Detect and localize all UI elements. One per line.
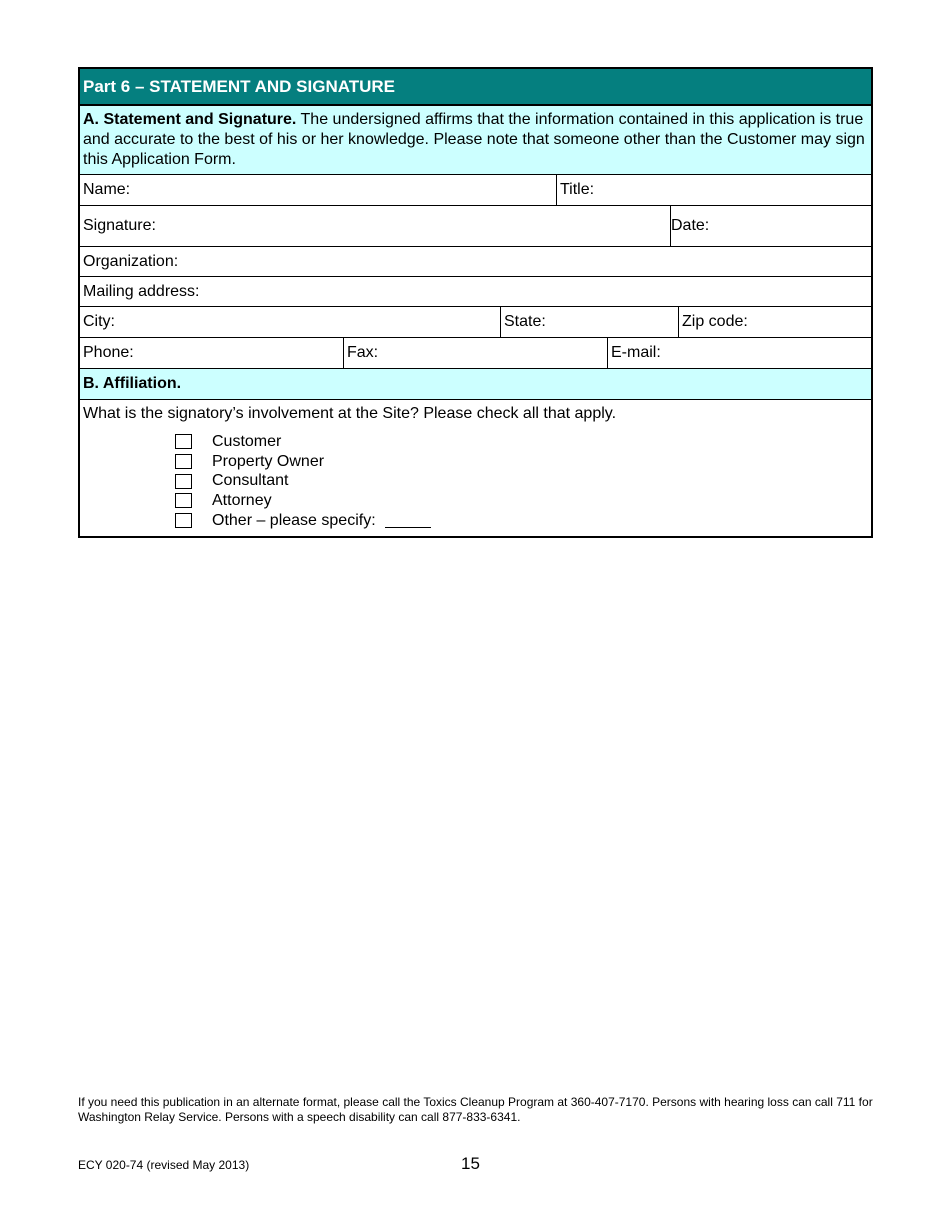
property-owner-checkbox[interactable] [175, 454, 192, 469]
section-a-statement [80, 106, 871, 175]
option-attorney [175, 491, 868, 511]
zip-field[interactable]: Zip code: [678, 307, 871, 337]
option-label: Attorney [212, 491, 272, 509]
title-field[interactable]: Title: [556, 175, 871, 205]
other-checkbox[interactable] [175, 513, 192, 528]
option-label: Customer [212, 432, 282, 450]
consultant-checkbox[interactable] [175, 474, 192, 489]
part-title: Part 6 – STATEMENT AND SIGNATURE [80, 69, 871, 106]
option-label: Other – please specify: [212, 511, 376, 529]
option-consultant [175, 471, 868, 491]
mailing-address-field[interactable]: Mailing address: [83, 282, 200, 300]
mailing-address-row [80, 277, 871, 307]
name-title-row [80, 175, 871, 206]
phone-fax-email-row [80, 338, 871, 369]
affiliation-options [175, 432, 868, 530]
accessibility-note: If you need this publication in an alternate format, please call the Toxics Cleanup Program at 360-407-7170. Persons with hearing loss can call 711 for Washington Relay Service. Persons with a speech disability can call 877-833-6341. [78, 1095, 873, 1124]
section-b-heading: B. Affiliation. [80, 369, 871, 400]
attorney-checkbox[interactable] [175, 493, 192, 508]
option-customer [175, 432, 868, 452]
affiliation-section [80, 400, 871, 536]
phone-field[interactable]: Phone: [83, 344, 134, 361]
option-other [175, 511, 868, 531]
organization-field[interactable]: Organization: [83, 252, 179, 270]
city-field[interactable]: City: [83, 313, 115, 330]
section-a-text: The undersigned affirms that the information contained in this application is true and accurate to the best of his or her knowledge. Please note that someone other than the Customer may sign this Application Form. [83, 111, 865, 168]
form-id: ECY 020-74 (revised May 2013) [78, 1158, 250, 1172]
city-state-zip-row [80, 307, 871, 338]
email-field[interactable]: E-mail: [607, 338, 871, 368]
signature-form [78, 67, 873, 538]
fax-field[interactable]: Fax: [343, 338, 607, 368]
affiliation-question: What is the signatory’s involvement at the Site? Please check all that apply. [83, 405, 617, 422]
date-field[interactable]: Date: [670, 206, 871, 246]
signature-field[interactable]: Signature: [83, 217, 156, 234]
name-field[interactable]: Name: [83, 181, 131, 198]
option-property-owner [175, 452, 868, 472]
other-specify-input[interactable] [385, 513, 431, 528]
state-field[interactable]: State: [500, 307, 678, 337]
section-a-heading: A. Statement and Signature. [83, 111, 297, 128]
customer-checkbox[interactable] [175, 434, 192, 449]
organization-row [80, 247, 871, 277]
option-label: Property Owner [212, 452, 325, 470]
signature-date-row [80, 206, 871, 247]
page-number: 15 [461, 1154, 480, 1173]
option-label: Consultant [212, 472, 289, 490]
